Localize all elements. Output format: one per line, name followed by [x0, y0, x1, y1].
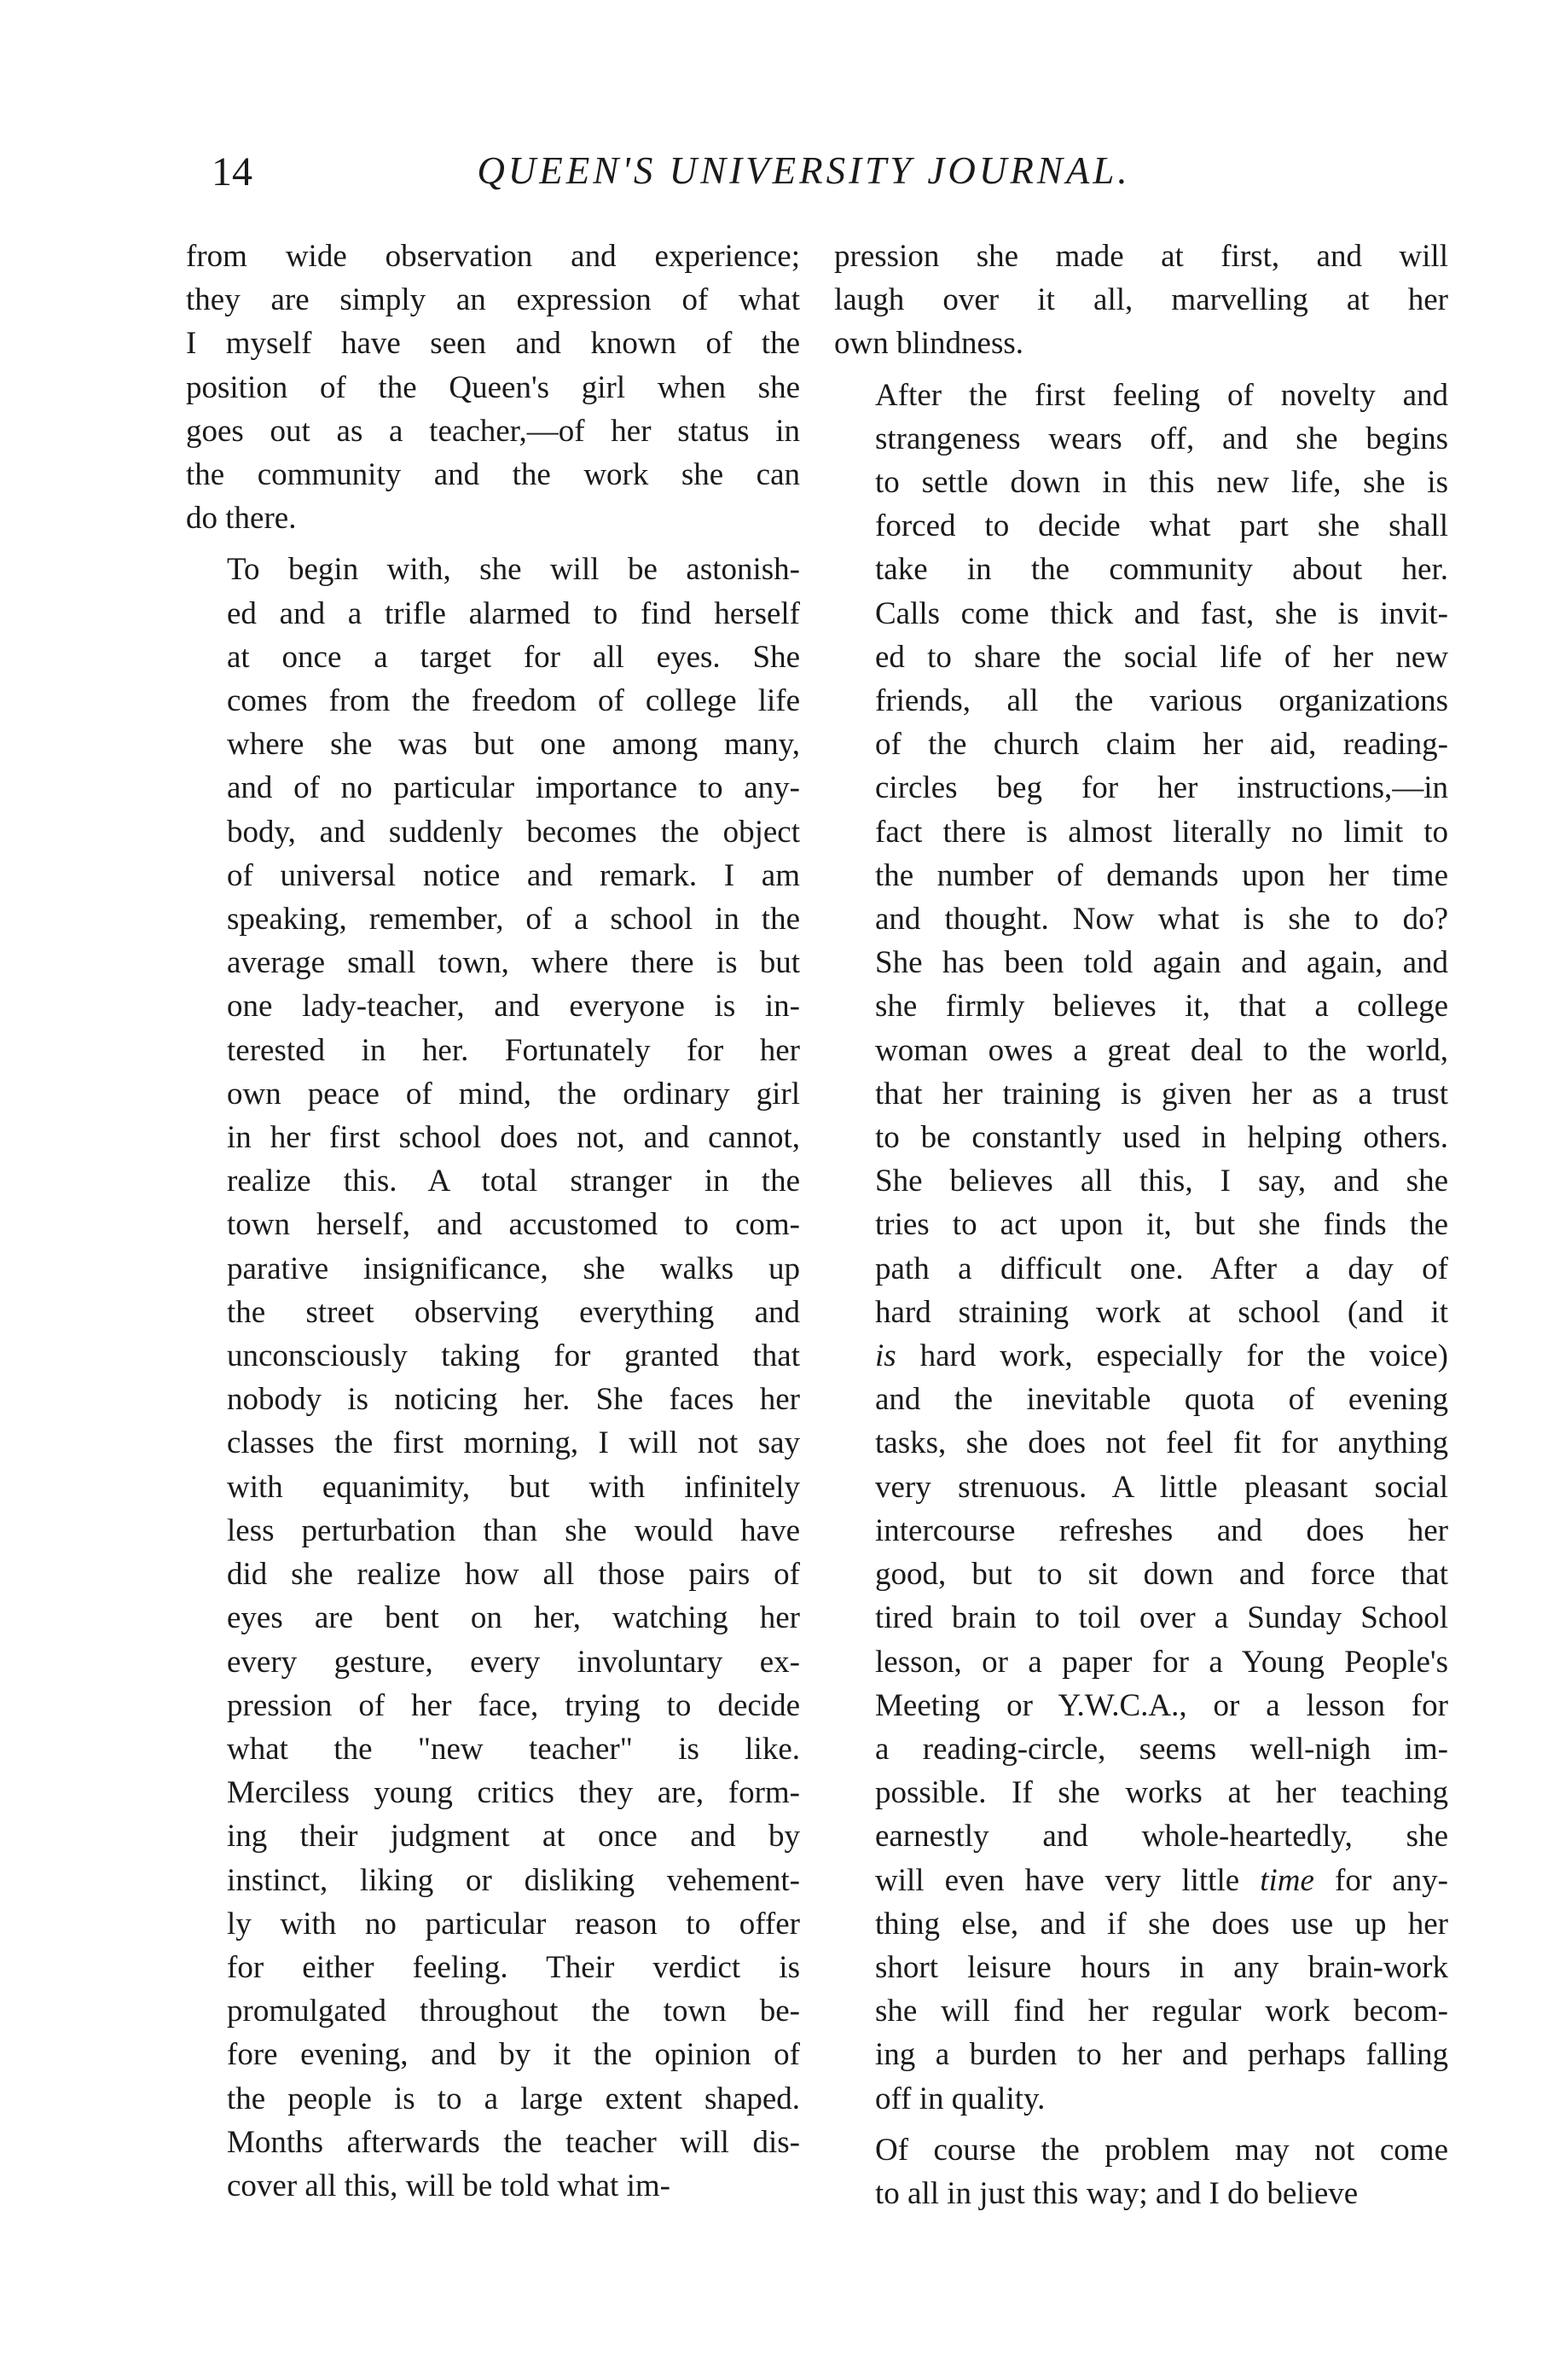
text-line: cover all this, will be told what im-	[227, 2168, 670, 2203]
text-line: very strenuous. A little pleasant social	[875, 1469, 1448, 1505]
text-line: they are simply an expression of what	[186, 282, 800, 318]
text-line: possible. If she works at her teaching	[875, 1775, 1448, 1811]
text-line: pression of her face, trying to decide	[227, 1687, 800, 1723]
paragraph	[186, 235, 800, 540]
right-column	[834, 235, 1448, 2215]
text-line: for either feeling. Their verdict is	[227, 1949, 800, 1985]
text-line: where she was but one among many,	[227, 727, 800, 763]
text-line: classes the first morning, I will not say	[227, 1425, 800, 1461]
text-line: terested in her. Fortunately for her	[227, 1032, 800, 1068]
paragraph	[834, 235, 1448, 366]
text-line: own peace of mind, the ordinary girl	[227, 1076, 800, 1112]
text-line: tasks, she does not feel fit for anything	[875, 1425, 1448, 1461]
text-line: ed to share the social life of her new	[875, 639, 1448, 675]
text-line: pression she made at first, and will	[834, 239, 1448, 274]
text-line: she firmly believes it, that a college	[875, 989, 1448, 1025]
text-line: from wide observation and experience;	[186, 239, 800, 274]
running-head: QUEEN'S UNIVERSITY JOURNAL.	[477, 149, 1131, 192]
text-line: circles beg for her instructions,—in	[875, 770, 1448, 806]
text-line: strangeness wears off, and she begins	[875, 421, 1448, 456]
text-line: is hard work, especially for the voice)	[875, 1338, 1448, 1374]
text-line: Calls come thick and fast, she is invit-	[875, 595, 1448, 631]
text-line: one lady-teacher, and everyone is in-	[227, 989, 800, 1025]
text-line: thing else, and if she does use up her	[875, 1906, 1448, 1942]
text-line: speaking, remember, of a school in the	[227, 902, 800, 937]
text-line: woman owes a great deal to the world,	[875, 1032, 1448, 1068]
text-line: tries to act upon it, but she finds the	[875, 1207, 1448, 1243]
text-line: lesson, or a paper for a Young People's	[875, 1644, 1448, 1680]
text-line: friends, all the various organizations	[875, 683, 1448, 719]
text-line: tired brain to toil over a Sunday School	[875, 1600, 1448, 1636]
text-line: To begin with, she will be astonish-	[227, 552, 800, 588]
paragraph	[834, 374, 1448, 2121]
text-line: After the first feeling of novelty and	[875, 377, 1448, 413]
text-line: and of no particular importance to any-	[227, 770, 800, 806]
text-line: Months afterwards the teacher will dis-	[227, 2124, 800, 2160]
text-line: instinct, liking or disliking vehement-	[227, 1862, 800, 1898]
text-line: laugh over it all, marvelling at her	[834, 282, 1448, 318]
text-line: own blindness.	[834, 326, 1023, 362]
text-line: hard straining work at school (and it	[875, 1294, 1448, 1330]
paragraph	[186, 548, 800, 2208]
text-line: nobody is noticing her. She faces her	[227, 1382, 800, 1418]
text-line: ed and a trifle alarmed to find herself	[227, 595, 800, 631]
text-line: intercourse refreshes and does her	[875, 1512, 1448, 1548]
text-line: in her first school does not, and cannot,	[227, 1120, 800, 1156]
text-line: path a difficult one. After a day of	[875, 1251, 1448, 1286]
text-line: She believes all this, I say, and she	[875, 1164, 1448, 1199]
text-line: to be constantly used in helping others.	[875, 1120, 1448, 1156]
text-line: of the church claim her aid, reading-	[875, 727, 1448, 763]
text-line: eyes are bent on her, watching her	[227, 1600, 800, 1636]
text-line: forced to decide what part she shall	[875, 508, 1448, 544]
text-line: ing a burden to her and perhaps falling	[875, 2037, 1448, 2073]
text-line: do there.	[186, 501, 297, 537]
text-line: to settle down in this new life, she is	[875, 465, 1448, 501]
text-line: goes out as a teacher,—of her status in	[186, 413, 800, 449]
text-line: ing their judgment at once and by	[227, 1819, 800, 1855]
text-line: to all in just this way; and I do believe	[875, 2175, 1359, 2211]
text-line: of universal notice and remark. I am	[227, 857, 800, 893]
text-line: Merciless young critics they are, form-	[227, 1775, 800, 1811]
text-line: good, but to sit down and force that	[875, 1557, 1448, 1593]
paragraph	[834, 2128, 1448, 2215]
text-line: the street observing everything and	[227, 1294, 800, 1330]
text-line: comes from the freedom of college life	[227, 683, 800, 719]
text-line: town herself, and accustomed to com-	[227, 1207, 800, 1243]
text-line: and the inevitable quota of evening	[875, 1382, 1448, 1418]
text-line: with equanimity, but with infinitely	[227, 1469, 800, 1505]
text-line: take in the community about her.	[875, 552, 1448, 588]
text-line: did she realize how all those pairs of	[227, 1557, 800, 1593]
text-line: fact there is almost literally no limit to	[875, 814, 1448, 850]
text-line: promulgated throughout the town be-	[227, 1994, 800, 2029]
text-line: every gesture, every involuntary ex-	[227, 1644, 800, 1680]
text-line: the community and the work she can	[186, 457, 800, 493]
text-line: what the "new teacher" is like.	[227, 1731, 800, 1767]
text-line: will even have very little time for any-	[875, 1862, 1448, 1898]
text-line: parative insignificance, she walks up	[227, 1251, 800, 1286]
left-column	[186, 235, 800, 2208]
text-line: at once a target for all eyes. She	[227, 639, 800, 675]
page-number: 14	[212, 149, 252, 194]
text-line: she will find her regular work becom-	[875, 1994, 1448, 2029]
text-line: realize this. A total stranger in the	[227, 1164, 800, 1199]
text-line: the number of demands upon her time	[875, 857, 1448, 893]
text-line: position of the Queen's girl when she	[186, 369, 800, 405]
text-line: the people is to a large extent shaped.	[227, 2081, 800, 2116]
text-line: that her training is given her as a trust	[875, 1076, 1448, 1112]
text-line: She has been told again and again, and	[875, 945, 1448, 981]
text-line: ly with no particular reason to offer	[227, 1906, 800, 1942]
text-line: fore evening, and by it the opinion of	[227, 2037, 800, 2073]
text-line: I myself have seen and known of the	[186, 326, 800, 362]
text-line: a reading-circle, seems well-nigh im-	[875, 1731, 1448, 1767]
text-line: less perturbation than she would have	[227, 1512, 800, 1548]
text-line: body, and suddenly becomes the object	[227, 814, 800, 850]
text-line: Meeting or Y.W.C.A., or a lesson for	[875, 1687, 1448, 1723]
text-line: and thought. Now what is she to do?	[875, 902, 1448, 937]
text-line: unconsciously taking for granted that	[227, 1338, 800, 1374]
text-line: Of course the problem may not come	[875, 2132, 1448, 2168]
text-line: earnestly and whole-heartedly, she	[875, 1819, 1448, 1855]
text-line: short leisure hours in any brain-work	[875, 1949, 1448, 1985]
text-line: off in quality.	[875, 2081, 1046, 2116]
text-line: average small town, where there is but	[227, 945, 800, 981]
